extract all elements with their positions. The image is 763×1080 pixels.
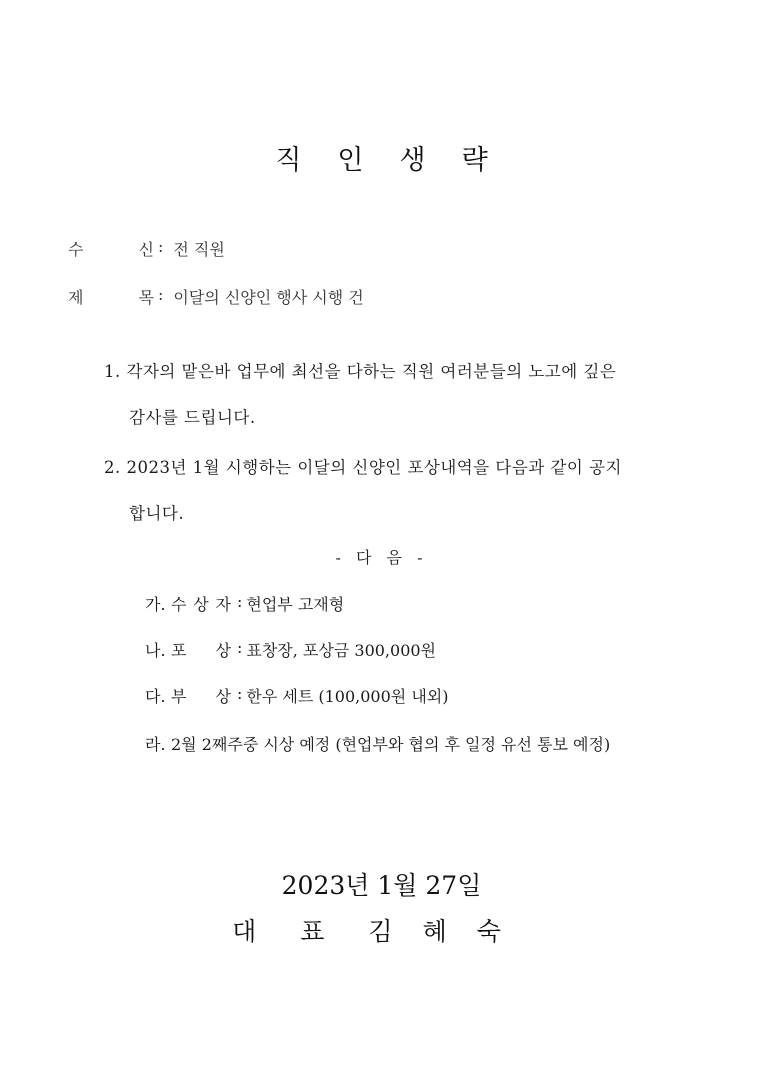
item-value: 한우 세트 (100,000원 내외) — [246, 687, 449, 706]
item-key — [171, 592, 231, 615]
item-value: 현업부 고재형 — [246, 595, 345, 614]
paragraph-2 — [104, 454, 622, 478]
list-item — [145, 684, 449, 707]
list-item — [145, 592, 344, 615]
subject-line — [68, 285, 364, 308]
signer-name: 김혜숙 — [368, 917, 531, 946]
paragraph-1-number: 1. — [104, 362, 121, 381]
item-mark: 다. — [145, 687, 166, 706]
document-title: 직인생략 — [275, 145, 524, 176]
item-mark: 나. — [145, 641, 166, 660]
item-key — [171, 638, 231, 661]
item-key-char: 자 — [215, 595, 231, 614]
item-colon: : — [237, 684, 243, 703]
subject-colon: : — [158, 285, 164, 304]
paragraph-2-number: 2. — [104, 458, 121, 477]
item-key-char: 상 — [193, 595, 209, 614]
item-mark: 가. — [145, 595, 166, 614]
document-date: 2023년 1월 27일 — [281, 871, 482, 900]
item-key-char: 상 — [215, 641, 231, 660]
subject-label-start: 제 — [68, 288, 84, 307]
paragraph-2-line1: 2023년 1월 시행하는 이달의 신양인 포상내역을 다음과 같이 공지 — [126, 458, 622, 477]
recipient-colon: : — [158, 237, 164, 256]
paragraph-1 — [104, 358, 616, 382]
item-key-char: 수 — [171, 595, 187, 614]
item-text: 2월 2째주중 시상 예정 (현업부와 협의 후 일정 유선 통보 예정) — [171, 735, 611, 754]
item-key-char: 상 — [215, 687, 231, 706]
item-colon: : — [237, 592, 243, 611]
recipient-value: 전 직원 — [173, 240, 225, 259]
item-key-char: 포 — [171, 641, 187, 660]
signer-role: 대표 — [232, 917, 369, 946]
recipient-label-start: 수 — [68, 240, 84, 259]
paragraph-1-line1: 각자의 맡은바 업무에 최선을 다하는 직원 여러분들의 노고에 깊은 — [126, 362, 617, 381]
list-item — [145, 732, 610, 755]
separator-heading: - 다 음 - — [335, 548, 428, 567]
item-key-char: 부 — [171, 687, 187, 706]
item-colon: : — [237, 638, 243, 657]
item-mark: 라. — [145, 735, 166, 754]
subject-value: 이달의 신양인 행사 시행 건 — [173, 288, 364, 307]
item-key — [171, 684, 231, 707]
item-value: 표창장, 포상금 300,000원 — [246, 641, 437, 660]
subject-label — [68, 285, 154, 308]
recipient-line — [68, 237, 225, 260]
signer-line — [0, 912, 763, 948]
recipient-label — [68, 237, 154, 260]
subject-label-end: 목 — [138, 288, 154, 307]
paragraph-1-line2: 감사를 드립니다. — [129, 408, 256, 427]
list-item — [145, 638, 436, 661]
recipient-label-end: 신 — [138, 240, 154, 259]
paragraph-2-line2: 합니다. — [129, 504, 185, 523]
